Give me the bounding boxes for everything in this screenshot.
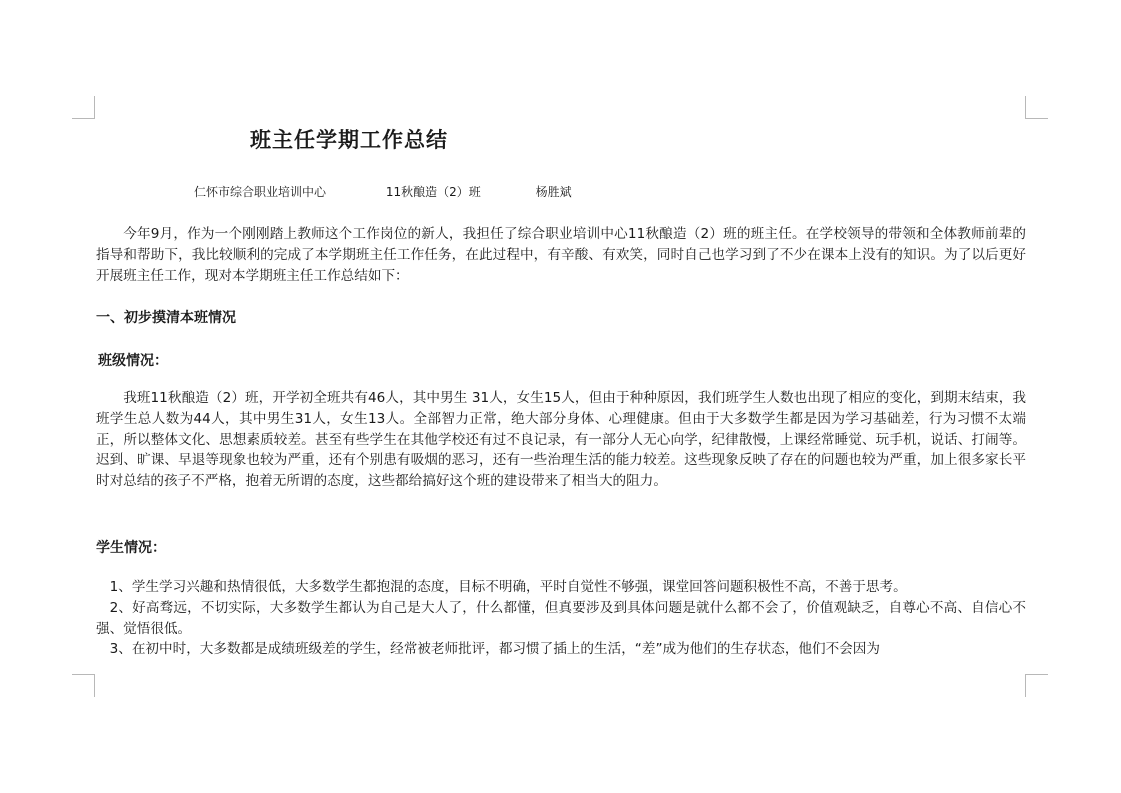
crop-mark-top-right — [1025, 96, 1048, 119]
byline-class: 11秋酿造（2）班 — [385, 185, 481, 199]
byline-author: 杨胜斌 — [535, 185, 572, 199]
byline-organization: 仁怀市综合职业培训中心 — [194, 185, 327, 199]
list-item: 1、学生学习兴趣和热情很低，大多数学生都抱混的态度，目标不明确，平时自觉性不够强，课堂回答问题积极性不高，不善于思考。 — [109, 579, 907, 595]
byline — [194, 183, 572, 200]
crop-mark-bottom-left — [72, 674, 95, 697]
list-item: 2、好高骛远，不切实际，大多数学生都认为自己是大人了，什么都懂，但真要涉及到具体问题是就什么都不会了，价值观缺乏，自尊心不高、自信心不强、觉悟很低。 — [96, 599, 1026, 637]
intro-paragraph: 今年9月，作为一个刚刚踏上教师这个工作岗位的新人，我担任了综合职业培训中心11秋酿造（2）班的班主任。在学校领导的带领和全体教师前辈的指导和帮助下，我比较顺利的完成了本学期班主任工作任务，在此过程中，有辛酸、有欢笑，同时自己也学习到了不少在课本上没有的知识。为了以后更好开展班主任工作，现对本学期班主任工作总结如下： — [96, 226, 1026, 284]
section-heading-1: 一、初步摸清本班情况 — [96, 310, 236, 326]
crop-mark-top-left — [72, 96, 95, 119]
list-item: 3、在初中时，大多数都是成绩班级差的学生，经常被老师批评，都习惯了插上的生活，“差”成为他们的生存状态，他们不会因为 — [109, 641, 880, 658]
student-situation-list — [96, 577, 1026, 661]
crop-mark-bottom-right — [1025, 674, 1048, 697]
class-situation-paragraph: 我班11秋酿造（2）班，开学初全班共有46人，其中男生 31人，女生15人，但由于种种原因，我们班学生人数也出现了相应的变化，到期末结束，我班学生总人数为44人，其中男生31人，女生13人。全部智力正常，绝大部分身体、心理健康。但由于大多数学生都是因为学习基础差，行为习惯不太端正，所以整体文化、思想素质较差。甚至有些学生在其他学校还有过不良记录，有一部分人无心向学，纪律散慢，上课经常睡觉、玩手机，说话、打闹等。迟到、旷课、早退等现象也较为严重，还有个别患有吸烟的恶习，还有一些治理生活的能力较差。这些现象反映了存在的问题也较为严重，加上很多家长平时对总结的孩子不严格，抱着无所谓的态度，这些都给搞好这个班的建设带来了相当大的阻力。 — [96, 390, 1026, 490]
student-situation-heading: 学生情况： — [96, 540, 166, 556]
class-situation-heading: 班级情况： — [98, 353, 168, 369]
document-title: 班主任学期工作总结 — [250, 127, 448, 152]
